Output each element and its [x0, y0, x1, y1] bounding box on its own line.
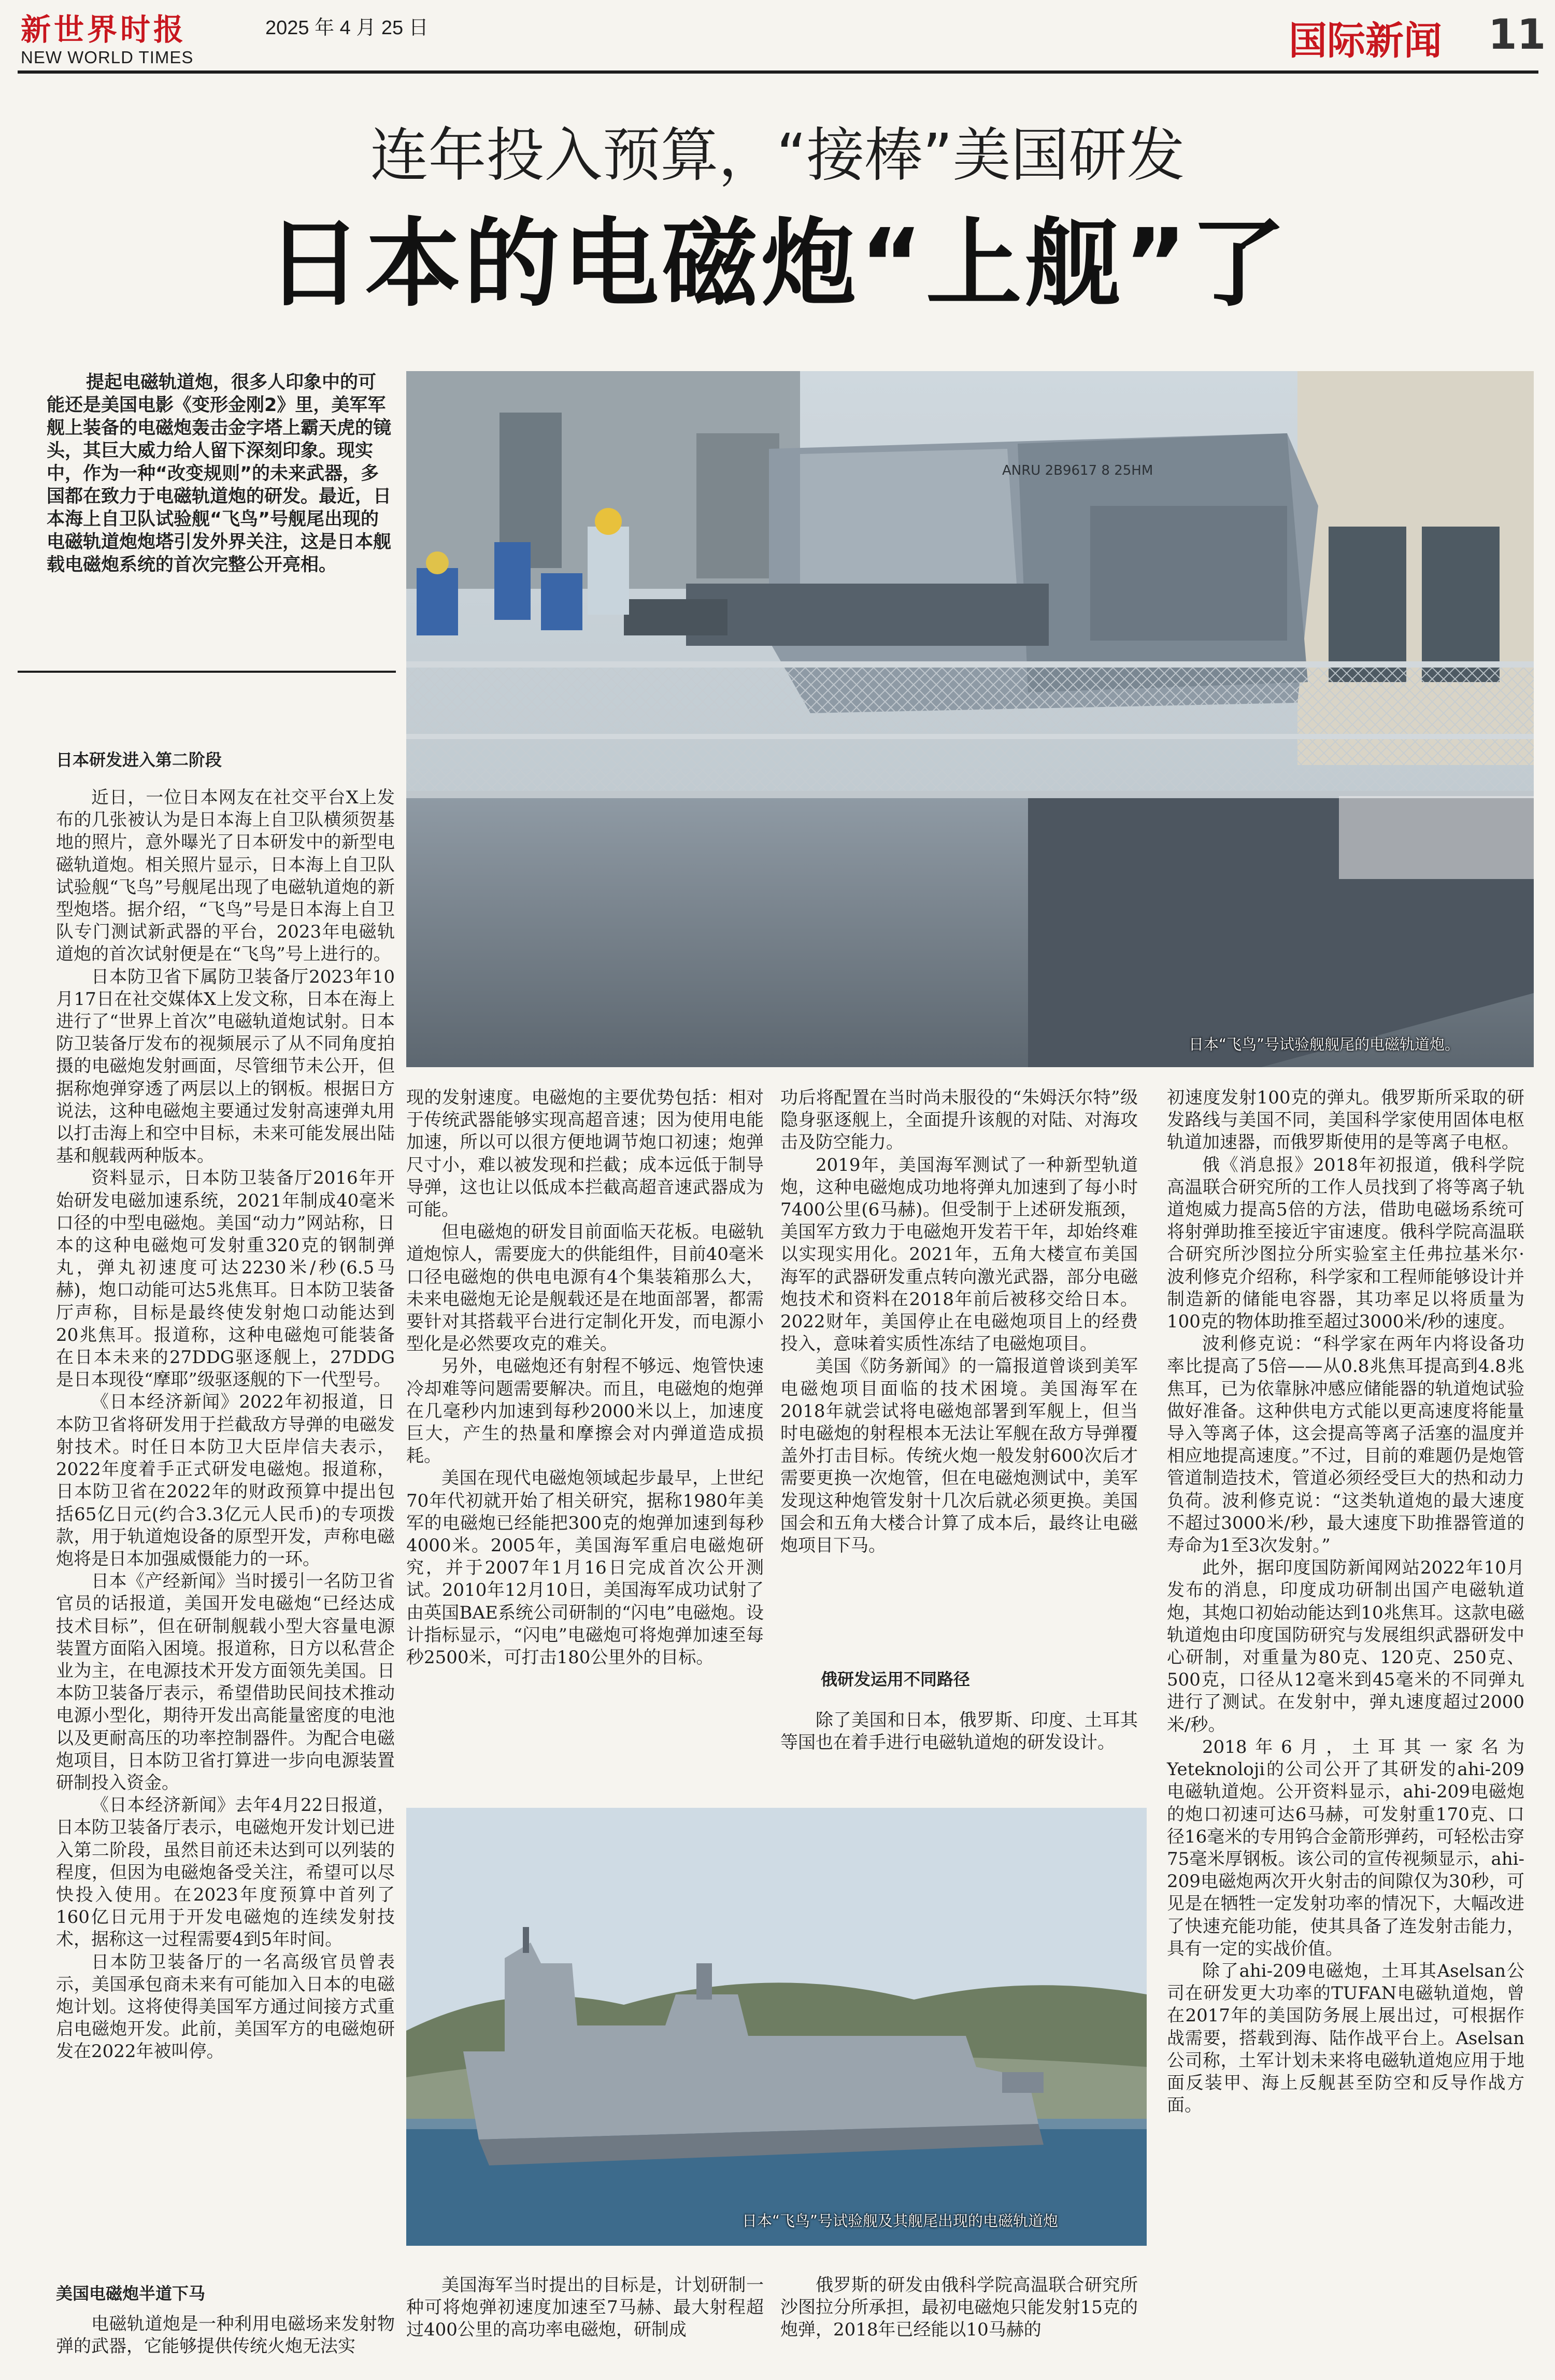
section-name: 国际新闻 — [1289, 19, 1442, 63]
top-photo — [406, 371, 1534, 1067]
col3-heading: 俄研发运用不同路径 — [821, 1669, 971, 1689]
col4-paragraph: 此外，据印度国防新闻网站2022年10月发布的消息，印度成功研制出国产电磁轨道炮，其炮口初始动能达到10兆焦耳。这款电磁轨道炮由印度国防研究与发展组织武器研发中心研制，对重量为80克、120克、250克、500克，口径从12毫米到45毫米的不同弹丸进行了测试。在发射中，弹丸速度超过2000米/秒。 — [1167, 1557, 1524, 1735]
col4-paragraph: 波利修克说：“科学家在两年内将设备功率比提高了5倍——从0.8兆焦耳提高到4.8兆焦耳，已为依靠脉冲感应储能器的轨道炮试验做好准备。这种供电方式能以更高速度将能量导入等离子体，这会提高等离子活塞的温度并相应地提高速度。”不过，目前的难题仍是炮管管道制造技术，管道必须经受巨大的热和动力负荷。波利修克说：“这类轨道炮的最大速度不超过3000米/秒，最大速度下助推器管道的寿命为1至3次发射。” — [1167, 1334, 1524, 1556]
col3-paragraph: 2019年，美国海军测试了一种新型轨道炮，这种电磁炮成功地将弹丸加速到了每小时7400公里(6马赫)。但受制于上述研发瓶颈，美国军方致力于电磁炮开发若干年，却始终难以实现实用化。2021年，五角大楼宣布美国海军的武器研发重点转向激光武器，部分电磁炮技术和资料在2018年前后被移交给日本。2022财年，美国停止在电磁炮项目上的经费投入，意味着实质性冻结了电磁炮项目。 — [780, 1154, 1138, 1355]
col2-paragraph: 美国在现代电磁炮领域起步最早，上世纪70年代初就开始了相关研究，据称1980年美军的电磁炮已经能把300克的炮弹加速到每秒4000米。2005年，美国海军重启电磁炮研究，并于2007年1月16日完成首次公开测试。2010年12月10日，美国海军成功试射了由英国BAE系统公司研制的“闪电”电磁炮。设计指标显示，“闪电”电磁炮可将炮弹加速至每秒2500米，可打击180公里外的目标。 — [406, 1468, 764, 1668]
col4-paragraph: 初速度发射100克的弹丸。俄罗斯所采取的研发路线与美国不同，美国科学家使用固体电枢轨道加速器，而俄罗斯使用的是等离子电枢。 — [1167, 1087, 1524, 1153]
headline-title: 日本的电磁炮“上舰”了 — [266, 208, 1289, 320]
col1-tail-paragraph: 电磁轨道炮是一种利用电磁场来发射物弹的武器，它能够提供传统火炮无法实 — [56, 2314, 395, 2357]
col4-paragraph: 俄《消息报》2018年初报道，俄科学院高温联合研究所的工作人员找到了将等离子轨道炮威力提高5倍的方法，借助电磁场系统可将射弹助推至接近宇宙速度。俄科学院高温联合研究所沙图拉分所实验室主任弗拉基米尔·波利修克介绍称，科学家和工程师能够设计并制造新的储能电容器，其功率足以将质量为100克的物体助推至超过3000米/秒的速度。 — [1167, 1154, 1524, 1333]
col2-tail-paragraph: 美国海军当时提出的目标是，计划研制一种可将炮弹初速度加速至7马赫、最大射程超过400公里的高功率电磁炮，研制成 — [406, 2275, 764, 2341]
col3-body — [780, 1087, 1138, 1557]
col1-heading: 日本研发进入第二阶段 — [56, 750, 222, 770]
page-number: 11 — [1488, 10, 1546, 59]
bottom-photo — [406, 1808, 1147, 2246]
destroyer-illustration — [406, 1808, 1147, 2246]
col1-paragraph: 日本《产经新闻》当时援引一名防卫省官员的话报道，美国开发电磁炮“已经达成技术目标”，但在研制舰载小型大容量电源装置方面陷入困境。报道称，日方以私营企业为主，在电源技术开发方面领先美国。日本防卫装备厅表示，希望借助民间技术推动电源小型化，期待开发出高能量密度的电池以及更耐高压的功率控制器件。为配合电磁炮项目，日本防卫省打算进一步向电源装置研制投入资金。 — [56, 1571, 395, 1793]
col2-tail — [406, 2274, 764, 2342]
col2-paragraph: 另外，电磁炮还有射程不够远、炮管快速冷却难等问题需要解决。而且，电磁炮的炮弹在几毫秒内加速到每秒2000米以上，加速度巨大，产生的热量和摩擦会对内弹道造成损耗。 — [406, 1356, 764, 1467]
col1-paragraph: 日本防卫装备厅的一名高级官员曾表示，美国承包商未来有可能加入日本的电磁炮计划。这将使得美国军方通过间接方式重启电磁炮开发。此前，美国军方的电磁炮研发在2022年被叫停。 — [56, 1951, 395, 2062]
col1-paragraph: 《日本经济新闻》去年4月22日报道，日本防卫装备厅表示，电磁炮开发计划已进入第二阶段，虽然目前还未达到可以列装的程度，但因为电磁炮备受关注，希望可以尽快投入使用。在2023年度预算中首列了160亿日元用于开发电磁炮的连续发射技术，据称这一过程需要4到5年时间。 — [56, 1795, 395, 1950]
col3-tail-paragraph: 俄罗斯的研发由俄科学院高温联合研究所沙图拉分所承担，最初电磁炮只能发射15克的炮弹，2018年已经能以10马赫的 — [780, 2275, 1138, 2341]
col2-body — [406, 1087, 764, 1669]
col3-body-2 — [780, 1709, 1138, 1754]
col3-paragraph: 除了美国和日本，俄罗斯、印度、土耳其等国也在着手进行电磁轨道炮的研发设计。 — [780, 1710, 1138, 1753]
paper-name: 新世界时报 — [21, 12, 187, 47]
col4-paragraph: 2018年6月，土耳其一家名为Yeteknoloji的公司公开了其研发的ahi-209电磁轨道炮。公开资料显示，ahi-209电磁炮的炮口初速可达6马赫，可发射重170克、口径16毫米的专用钨合金箭形弹药，可轻松击穿75毫米厚钢板。该公司的宣传视频显示，ahi-209电磁炮两次开火射击的间隙仅为30秒，可见是在牺牲一定发射功率的情况下，大幅改进了快速充能功能，使其具备了连发射击能力，具有一定的实战价值。 — [1167, 1736, 1524, 1959]
masthead-rule — [18, 70, 1538, 74]
headline-subtitle: 连年投入预算，“接棒”美国研发 — [370, 122, 1185, 189]
col2-paragraph: 但电磁炮的研发目前面临天花板。电磁轨道炮惊人，需要庞大的供能组件，目前40毫米口径电磁炮的供电电源有4个集装箱那么大，未来电磁炮无论是舰载还是在地面部署，都需要针对其搭载平台进行定制化开发，而电源小型化是必然要攻克的难关。 — [406, 1222, 764, 1355]
hull-marking: ANRU 2B9617 8 25HM — [1002, 463, 1153, 478]
col4-body — [1167, 1087, 1524, 2117]
col1-paragraph: 资料显示，日本防卫装备厅2016年开始研发电磁加速系统，2021年制成40毫米口径的中型电磁炮。美国“动力”网站称，日本的这种电磁炮可发射重320克的钢制弹丸，弹丸初速度可达2230米/秒(6.5马赫)，炮口动能可达5兆焦耳。日本防卫装备厅声称，目标是最终使发射炮口动能达到20兆焦耳。报道称，这种电磁炮可能装备在日本未来的27DDG驱逐舰上，27DDG是日本现役“摩耶”级驱逐舰的下一代型号。 — [56, 1168, 395, 1391]
top-photo-caption: 日本“飞鸟”号试验舰舰尾的电磁轨道炮。 — [1189, 1036, 1460, 1053]
issue-date: 2025 年 4 月 25 日 — [265, 17, 429, 39]
lead-paragraph: 提起电磁轨道炮，很多人印象中的可能还是美国电影《变形金刚2》里，美军军舰上装备的电磁炮轰击金字塔上霸天虎的镜头，其巨大威力给人留下深刻印象。现实中，作为一种“改变规则”的未来武器，多国都在致力于电磁轨道炮的研发。最近，日本海上自卫队试验舰“飞鸟”号舰尾出现的电磁轨道炮炮塔引发外界关注，这是日本舰载电磁炮系统的首次完整公开亮相。 — [47, 372, 392, 575]
col1-paragraph: 《日本经济新闻》2022年初报道，日本防卫省将研发用于拦截敌方导弹的电磁发射技术。时任日本防卫大臣岸信夫表示，2022年度着手正式研发电磁炮。报道称，日本防卫省在2022年的财政预算中提出包括65亿日元(约合3.3亿元人民币)的专项拨款，用于轨道炮设备的原型开发，声称电磁炮将是日本加强威慑能力的一环。 — [56, 1392, 395, 1569]
col1-paragraph: 日本防卫省下属防卫装备厅2023年10月17日在社交媒体X上发文称，日本在海上进行了“世界上首次”电磁轨道炮试射。日本防卫装备厅发布的视频展示了从不同角度拍摄的电磁炮发射画面，尽管细节未公开，但据称炮弹穿透了两层以上的钢板。根据日方说法，这种电磁炮主要通过发射高速弹丸用以打击海上和空中目标，未来可能发展出陆基和舰载两种版本。 — [56, 966, 395, 1167]
col3-paragraph: 功后将配置在当时尚未服役的“朱姆沃尔特”级隐身驱逐舰上，全面提升该舰的对陆、对海攻击及防空能力。 — [780, 1087, 1138, 1153]
lead-divider — [18, 671, 396, 673]
bottom-photo-caption: 日本“飞鸟”号试验舰及其舰尾出现的电磁轨道炮 — [742, 2212, 1059, 2230]
col4-paragraph: 除了ahi-209电磁炮，土耳其Aselsan公司在研发更大功率的TUFAN电磁轨道炮，曾在2017年的美国防务展上展出过，可根据作战需要，搭载到海、陆作战平台上。Aselsan公司称，土军计划未来将电磁轨道炮应用于地面反装甲、海上反舰甚至防空和反导作战方面。 — [1167, 1960, 1524, 2116]
col3-tail — [780, 2274, 1138, 2342]
paper-english-name: NEW WORLD TIMES — [21, 48, 194, 67]
railgun-turret-illustration — [406, 371, 1534, 1067]
col1-heading-2: 美国电磁炮半道下马 — [56, 2284, 206, 2303]
col1-body — [56, 787, 395, 2063]
col2-paragraph: 现的发射速度。电磁炮的主要优势包括：相对于传统武器能够实现高超音速；因为使用电能加速，所以可以很方便地调节炮口初速；炮弹尺寸小，难以被发现和拦截；成本远低于制导导弹，这也让以低成本拦截高超音速武器成为可能。 — [406, 1087, 764, 1221]
col3-paragraph: 美国《防务新闻》的一篇报道曾谈到美军电磁炮项目面临的技术困境。美国海军在2018年就尝试将电磁炮部署到军舰上，但当时电磁炮的射程根本无法让军舰在敌方导弹覆盖外打击目标。传统火炮一般发射600次后才需要更换一次炮管，但在电磁炮测试中，美军发现这种炮管发射十几次后就必须更换。美国国会和五角大楼合计算了成本后，最终让电磁炮项目下马。 — [780, 1356, 1138, 1556]
col1-paragraph: 近日，一位日本网友在社交平台X上发布的几张被认为是日本海上自卫队横须贺基地的照片，意外曝光了日本研发中的新型电磁轨道炮。相关照片显示，日本海上自卫队试验舰“飞鸟”号舰尾出现了电磁轨道炮的新型炮塔。据介绍，“飞鸟”号是日本海上自卫队专门测试新武器的平台，2023年电磁轨道炮的首次试射便是在“飞鸟”号上进行的。 — [56, 787, 395, 965]
col1-tail — [56, 2313, 395, 2358]
